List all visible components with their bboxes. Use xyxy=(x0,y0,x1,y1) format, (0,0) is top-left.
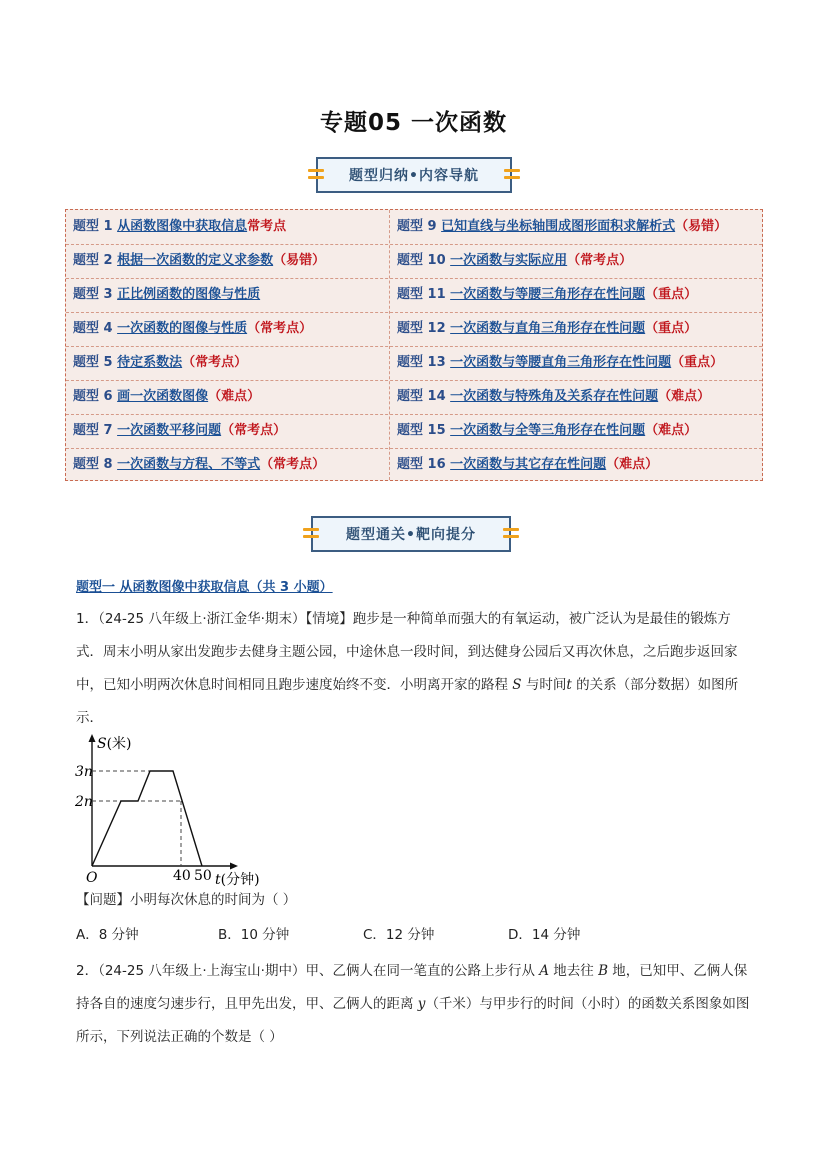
table-row xyxy=(66,312,762,346)
table-row xyxy=(66,278,762,312)
topic-tag: （易错） xyxy=(273,253,326,268)
topic-entry[interactable] xyxy=(73,414,286,448)
topic-entry[interactable] xyxy=(397,278,697,312)
topic-tag: （常考点） xyxy=(260,457,326,472)
topic-entry[interactable] xyxy=(397,210,727,244)
question-1-prompt: 【问题】小明每次休息的时间为（ ） xyxy=(76,892,297,908)
question-2-text: 2．（24-25 八年级上·上海宝山·期中）甲、乙俩人在同一笔直的公路上步行从 A 地去往 B 地，已知甲、乙俩人保持各自的速度匀速步行，且甲先出发，甲、乙俩人的距离 y（千米）与甲步行的时间（小时）的函数关系图象如图所示，下列说法正确的个数是（ ） xyxy=(76,963,750,1045)
practice-banner xyxy=(311,516,511,552)
option-d[interactable]: D．14 分钟 xyxy=(508,927,581,943)
topic-tag: （常考点） xyxy=(182,355,248,370)
banner-decoration-icon xyxy=(503,527,519,541)
banner-label: 题型归纳•内容导航 xyxy=(349,168,479,184)
y-axis-label: S(米) xyxy=(97,736,132,752)
x-axis-arrow-icon xyxy=(230,863,238,870)
topic-tag: （重点） xyxy=(671,355,724,370)
topic-link[interactable]: 一次函数与方程、不等式 xyxy=(117,457,261,472)
topic-entry[interactable] xyxy=(397,312,697,346)
topic-tag: （难点） xyxy=(658,389,711,404)
topic-link[interactable]: 一次函数与特殊角及关系存在性问题 xyxy=(450,389,659,404)
distance-time-graph xyxy=(72,728,272,888)
topic-link[interactable]: 画一次函数图像 xyxy=(117,389,209,404)
topic-entry[interactable] xyxy=(397,414,697,448)
x-axis-label: t(分钟) xyxy=(215,872,260,888)
topic-entry[interactable] xyxy=(73,312,312,346)
topic-number: 题型 4 xyxy=(73,321,118,336)
topic-link[interactable]: 一次函数与全等三角形存在性问题 xyxy=(450,423,646,438)
topic-entry[interactable] xyxy=(397,380,710,414)
topic-number: 题型 5 xyxy=(73,355,118,370)
topic-number: 题型 2 xyxy=(73,253,118,268)
topic-number: 题型 16 xyxy=(397,457,451,472)
nav-banner xyxy=(316,157,512,193)
topic-link[interactable]: 从函数图像中获取信息 xyxy=(117,219,248,234)
topic-number: 题型 14 xyxy=(397,389,451,404)
table-row xyxy=(66,414,762,448)
topic-link[interactable]: 一次函数与直角三角形存在性问题 xyxy=(450,321,646,336)
table-row xyxy=(66,210,762,244)
topic-number: 题型 3 xyxy=(73,287,118,302)
question-1-text: 1．（24-25 八年级上·浙江金华·期末）【情境】跑步是一种简单而强大的有氧运动，被广泛认为是最佳的锻炼方式．周末小明从家出发跑步去健身主题公园，中途休息一段时间，到达健身公园后又再次休息，之后跑步返回家中，已知小明两次休息时间相同且跑步速度始终不变．小明离开家的路程 S 与时间t 的关系（部分数据）如图所示． xyxy=(76,611,739,726)
option-a[interactable]: A．8 分钟 xyxy=(76,927,139,943)
topic-entry[interactable] xyxy=(73,278,260,312)
topic-table xyxy=(65,209,763,481)
topic-number: 题型 15 xyxy=(397,423,451,438)
banner-label: 题型通关•靶向提分 xyxy=(346,527,476,543)
topic-tag: （常考点） xyxy=(221,423,287,438)
banner-decoration-icon xyxy=(303,527,319,541)
table-row xyxy=(66,244,762,278)
y-tick-2n: 2n xyxy=(75,794,93,810)
topic-tag: （难点） xyxy=(645,423,698,438)
topic-number: 题型 7 xyxy=(73,423,118,438)
table-row xyxy=(66,448,762,482)
topic-entry[interactable] xyxy=(73,244,325,278)
topic-number: 题型 9 xyxy=(397,219,442,234)
topic-tag: （难点） xyxy=(606,457,659,472)
topic-link[interactable]: 正比例函数的图像与性质 xyxy=(117,287,261,302)
topic-number: 题型 8 xyxy=(73,457,118,472)
topic-entry[interactable] xyxy=(397,244,632,278)
banner-decoration-icon xyxy=(308,168,324,182)
topic-link[interactable]: 一次函数与等腰三角形存在性问题 xyxy=(450,287,646,302)
option-b[interactable]: B．10 分钟 xyxy=(218,927,290,943)
section-heading[interactable]: 题型一 从函数图像中获取信息（共 3 小题） xyxy=(76,580,333,595)
topic-link[interactable]: 一次函数与其它存在性问题 xyxy=(450,457,607,472)
x-tick-40: 40 xyxy=(173,868,191,884)
topic-tag: （重点） xyxy=(645,287,698,302)
y-axis-arrow-icon xyxy=(89,734,96,742)
table-row xyxy=(66,346,762,380)
topic-link[interactable]: 待定系数法 xyxy=(117,355,183,370)
table-row xyxy=(66,380,762,414)
topic-entry[interactable] xyxy=(73,448,325,482)
topic-number: 题型 11 xyxy=(397,287,451,302)
topic-link[interactable]: 一次函数与实际应用 xyxy=(450,253,568,268)
topic-tag: （重点） xyxy=(645,321,698,336)
topic-entry[interactable] xyxy=(73,346,247,380)
option-c[interactable]: C．12 分钟 xyxy=(363,927,435,943)
topic-link[interactable]: 已知直线与坐标轴围成图形面积求解析式 xyxy=(441,219,676,234)
topic-tag: （难点） xyxy=(208,389,261,404)
topic-number: 题型 13 xyxy=(397,355,451,370)
page-title: 专题05 一次函数 xyxy=(319,110,507,136)
topic-link[interactable]: 根据一次函数的定义求参数 xyxy=(117,253,274,268)
origin-label: O xyxy=(86,870,98,886)
topic-entry[interactable] xyxy=(397,346,723,380)
topic-number: 题型 12 xyxy=(397,321,451,336)
topic-number: 题型 6 xyxy=(73,389,118,404)
topic-tag: （常考点） xyxy=(567,253,633,268)
topic-tag: （常考点） xyxy=(247,321,313,336)
topic-entry[interactable] xyxy=(73,380,260,414)
distance-line xyxy=(92,771,202,866)
topic-entry[interactable] xyxy=(397,448,658,482)
topic-number: 题型 1 xyxy=(73,219,118,234)
y-tick-3n: 3n xyxy=(75,764,93,780)
topic-link[interactable]: 一次函数平移问题 xyxy=(117,423,222,438)
topic-link[interactable]: 一次函数与等腰直角三角形存在性问题 xyxy=(450,355,672,370)
topic-link[interactable]: 一次函数的图像与性质 xyxy=(117,321,248,336)
banner-decoration-icon xyxy=(504,168,520,182)
topic-tag: （易错） xyxy=(675,219,728,234)
topic-entry[interactable] xyxy=(73,210,286,244)
topic-number: 题型 10 xyxy=(397,253,451,268)
x-tick-50: 50 xyxy=(194,868,212,884)
topic-tag: 常考点 xyxy=(247,219,287,234)
